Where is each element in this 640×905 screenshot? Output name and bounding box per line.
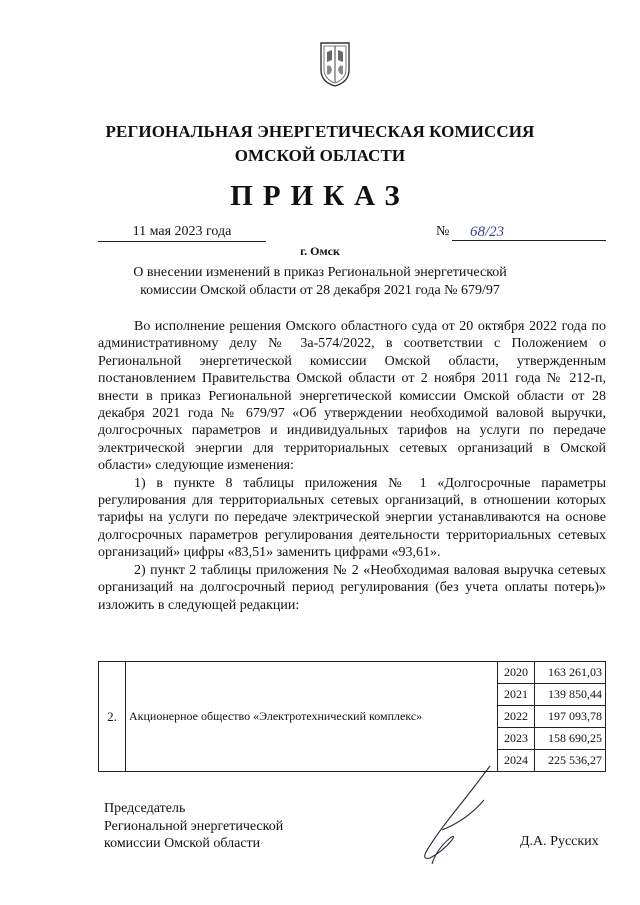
row-number: 2.	[99, 662, 126, 772]
org-name-line-2: ОМСКОЙ ОБЛАСТИ	[234, 146, 406, 165]
value-cell: 139 850,44	[535, 684, 606, 706]
year-cell: 2021	[498, 684, 535, 706]
value-cell: 163 261,03	[535, 662, 606, 684]
order-subject	[80, 264, 560, 300]
year-cell: 2024	[498, 750, 535, 772]
organization-name: Акционерное общество «Электротехнический комплекс»	[126, 662, 498, 772]
city: г. Омск	[300, 244, 340, 258]
order-number-label: №	[436, 224, 450, 239]
value-cell: 225 536,27	[535, 750, 606, 772]
subject-line-2: комиссии Омской области от 28 декабря 2021 года № 679/97	[140, 283, 500, 298]
value-cell: 158 690,25	[535, 728, 606, 750]
order-number: 68/23	[452, 224, 606, 241]
revenue-table	[98, 661, 606, 772]
table-row	[99, 662, 606, 684]
signer-position-line-1: Председатель	[104, 801, 186, 816]
subject-line-1: О внесении изменений в приказ Региональной энергетической	[133, 265, 507, 280]
order-body	[98, 318, 606, 614]
value-cell: 197 093,78	[535, 706, 606, 728]
signer-position	[104, 800, 283, 853]
body-intro: Во исполнение решения Омского областного суда от 20 октября 2022 года по административному делу № 3а-574/2022, в соответствии с Положением о Региональной энергетической комиссии Омской области, утвержденным постановлением Правительства Омской области от 2 ноября 2011 года № 212-п, внести в приказ Региональной энергетической комиссии Омской области от 28 декабря 2021 года № 679/97 «Об утверждении необходимой валовой выручки, долгосрочных параметров и индивидуальных тарифов на услуги по передаче электрической энергии для территориальных сетевых организаций в Омской области» следующие изменения:	[98, 319, 606, 474]
signer-position-line-2: Региональной энергетической	[104, 818, 284, 834]
handwritten-signature-icon	[412, 760, 502, 870]
coat-of-arms-icon	[318, 40, 352, 88]
document-type-title: ПРИКАЗ	[230, 180, 410, 212]
org-name-line-1: РЕГИОНАЛЬНАЯ ЭНЕРГЕТИЧЕСКАЯ КОМИССИЯ	[105, 122, 535, 141]
year-cell: 2022	[498, 706, 535, 728]
order-date: 11 мая 2023 года	[98, 224, 266, 242]
year-cell: 2023	[498, 728, 535, 750]
signer-name: Д.А. Русских	[520, 834, 599, 849]
signer-position-line-3: комиссии Омской области	[104, 836, 261, 851]
body-item-1: 1) в пункте 8 таблицы приложения № 1 «Долгосрочные параметры регулирования для территориальных сетевых организаций, в отношении которых тарифы на услуги по передаче электрической энергии устанавливаются на основе долгосрочных параметров регулирования деятельности территориальных сетевых организаций» цифры «83,51» заменить цифрами «93,61».	[98, 475, 606, 561]
body-item-2: 2) пункт 2 таблицы приложения № 2 «Необходимая валовая выручка сетевых организаций на долгосрочный период регулирования (без учета оплаты потерь)» изложить в следующей редакции:	[98, 562, 606, 613]
year-cell: 2020	[498, 662, 535, 684]
